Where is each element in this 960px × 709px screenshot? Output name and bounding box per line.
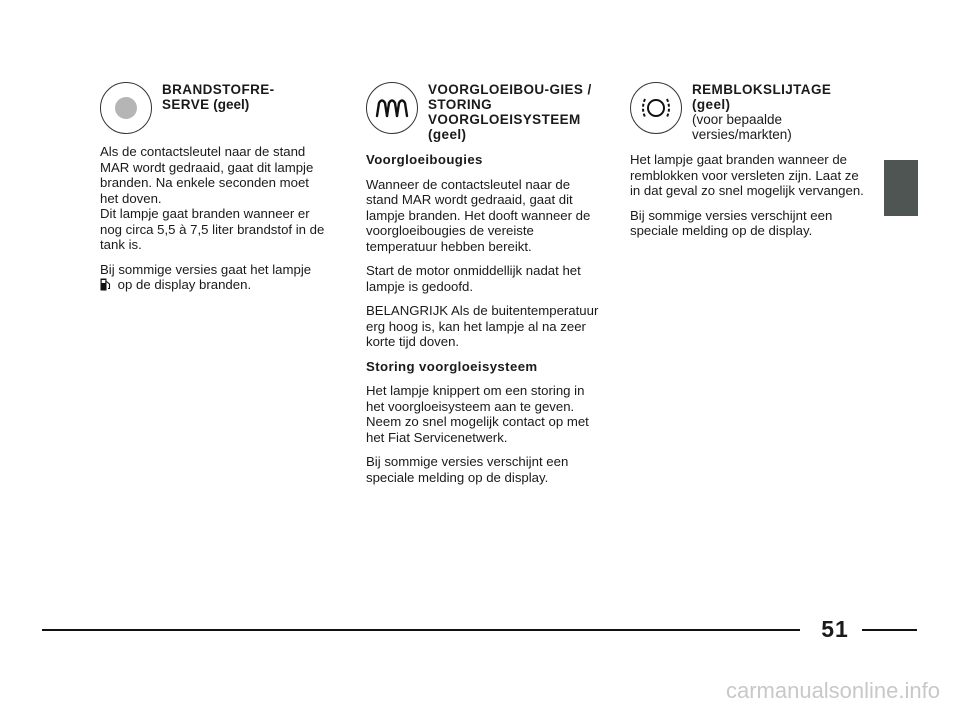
glow-plug-paragraph-3: BELANGRIJK Als de buitentemperatuur erg hoog is, kan het lampje al na zeer korte tijd doven.	[366, 303, 599, 349]
glow-plug-header	[366, 80, 602, 142]
fuel-reserve-section	[100, 80, 330, 304]
glow-plug-section	[366, 80, 602, 494]
brake-pad-title: REMBLOKSLIJTAGE (geel) (voor bepaalde versies/markten)	[692, 82, 832, 142]
glow-plug-warning-icon	[366, 82, 418, 134]
page-number: 51	[821, 616, 849, 642]
glow-plug-subheading: Voorgloeibougies	[366, 152, 483, 167]
fuel-reserve-paragraph-1: Als de contactsleutel naar de stand MAR wordt gedraaid, gaat dit lampje branden. Na enkele seconden moet het doven.	[100, 144, 314, 206]
brake-pad-paragraph-1: Het lampje gaat branden wanneer de remblokken voor versleten zijn. Laat ze in dat geval zo snel mogelijk vervangen.	[630, 152, 864, 198]
watermark: carmanualsonline.info	[725, 678, 940, 703]
fuel-reserve-header	[100, 80, 330, 134]
glow-plug-paragraph-1: Wanneer de contactsleutel naar de stand MAR wordt gedraaid, gaat dit lampje branden. Het dooft wanneer de voorgloeibougies de vereiste temperatuur hebben bereikt.	[366, 176, 591, 254]
glow-plug-fault-subheading: Storing voorgloeisysteem	[366, 358, 538, 374]
glow-plug-paragraph-5: Bij sommige versies verschijnt een speciale melding op de display.	[366, 454, 569, 485]
fuel-reserve-paragraph-2: Bij sommige versies gaat het lampje op de display branden.	[100, 262, 330, 295]
fuel-reserve-warning-icon	[100, 82, 152, 134]
fuel-reserve-title: BRANDSTOFRE- SERVE (geel)	[162, 82, 275, 112]
footer-rule-left	[42, 629, 800, 631]
glow-plug-paragraph-4: Het lampje knippert om een storing in het voorgloeisysteem aan te geven. Neem zo snel mogelijk contact op met het Fiat Servicenetwerk.	[366, 383, 589, 445]
fuel-reserve-paragraph-1b: Dit lampje gaat branden wanneer er nog circa 5,5 à 7,5 liter brandstof in de tank is.	[100, 206, 325, 252]
brake-pad-header	[630, 80, 870, 142]
glow-plug-paragraph-2: Start de motor onmiddellijk nadat het lampje is gedoofd.	[366, 263, 581, 294]
glow-plug-title: VOORGLOEIBOU-GIES / STORING VOORGLOEISYSTEEM (geel)	[428, 82, 592, 142]
fuel-pump-icon	[100, 278, 111, 295]
footer-rule-right	[862, 629, 917, 631]
brake-pad-wear-icon	[630, 82, 682, 134]
brake-pad-section	[630, 80, 870, 248]
brake-pad-paragraph-2: Bij sommige versies verschijnt een speciale melding op de display.	[630, 207, 833, 238]
section-tab-marker	[884, 160, 918, 216]
